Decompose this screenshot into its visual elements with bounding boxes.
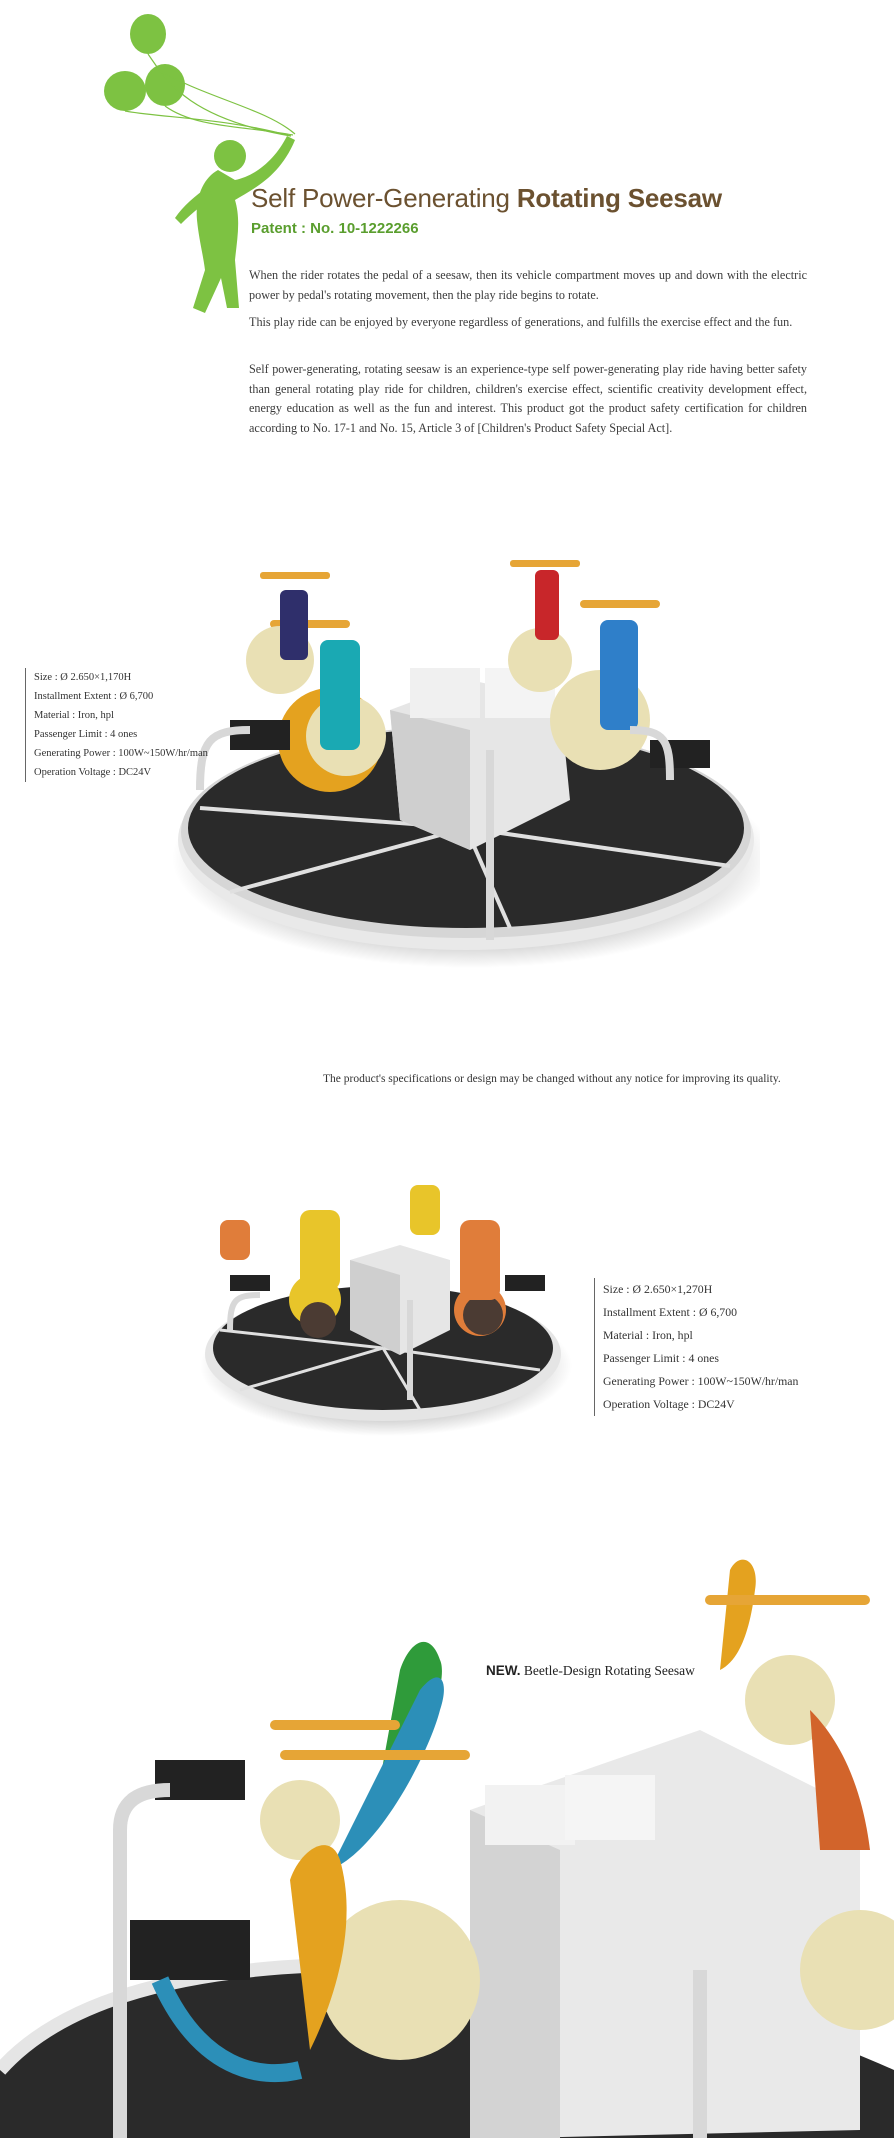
spec-passenger-limit: Passenger Limit : 4 ones [34,729,138,740]
spec-passenger-limit: Passenger Limit : 4 ones [603,1351,719,1365]
spec-installment-extent: Installment Extent : Ø 6,700 [34,691,154,702]
spec-generating-power: Generating Power : 100W~150W/hr/man [603,1374,799,1388]
notice-text: The product's specifications or design may be changed without any notice for improving its quality. [323,1073,781,1085]
page-title [251,183,722,214]
description-paragraph-3: Self power-generating, rotating seesaw is an experience-type self power-generating play ride having better safety than general rotating play ride for children, children's exercise effect, scientific creativity development effect, energy education as well as the fun and interest. This product got the product safety certification for children according to No. 17-1 and No. 15, Article 3 of [Children's Product Safety Special Act]. [249,362,807,435]
spec-size: Size : Ø 2.650×1,270H [603,1282,713,1296]
rotating-seesaw-image-2 [200,1180,580,1450]
patent-number: Patent : No. 10-1222266 [251,220,419,237]
product-2-specs [594,1278,798,1416]
spec-installment-extent: Installment Extent : Ø 6,700 [603,1305,738,1319]
description-paragraph-2: This play ride can be enjoyed by everyone regardless of generations, and fulfills the exercise effect and the fun. [249,315,793,329]
description-paragraph-1: When the rider rotates the pedal of a seesaw, then its vehicle compartment moves up and down with the electric power by pedal's rotating movement, then the play ride begins to rotate. [249,268,807,302]
new-product-label [486,1663,695,1679]
spec-operation-voltage: Operation Voltage : DC24V [34,767,152,778]
spec-size: Size : Ø 2.650×1,170H [34,672,132,683]
title-bold: Rotating Seesaw [516,183,722,213]
rotating-seesaw-image-1 [170,540,760,980]
title-light: Self Power-Generating [251,183,517,213]
beetle-seesaw-image [0,1550,894,2138]
spec-operation-voltage: Operation Voltage : DC24V [603,1397,735,1411]
product-1-specs [25,668,208,782]
spec-material: Material : Iron, hpl [603,1328,693,1342]
spec-material: Material : Iron, hpl [34,710,114,721]
spec-generating-power: Generating Power : 100W~150W/hr/man [34,748,208,759]
new-product-name: Beetle-Design Rotating Seesaw [523,1663,695,1678]
new-badge: NEW. [486,1663,521,1678]
